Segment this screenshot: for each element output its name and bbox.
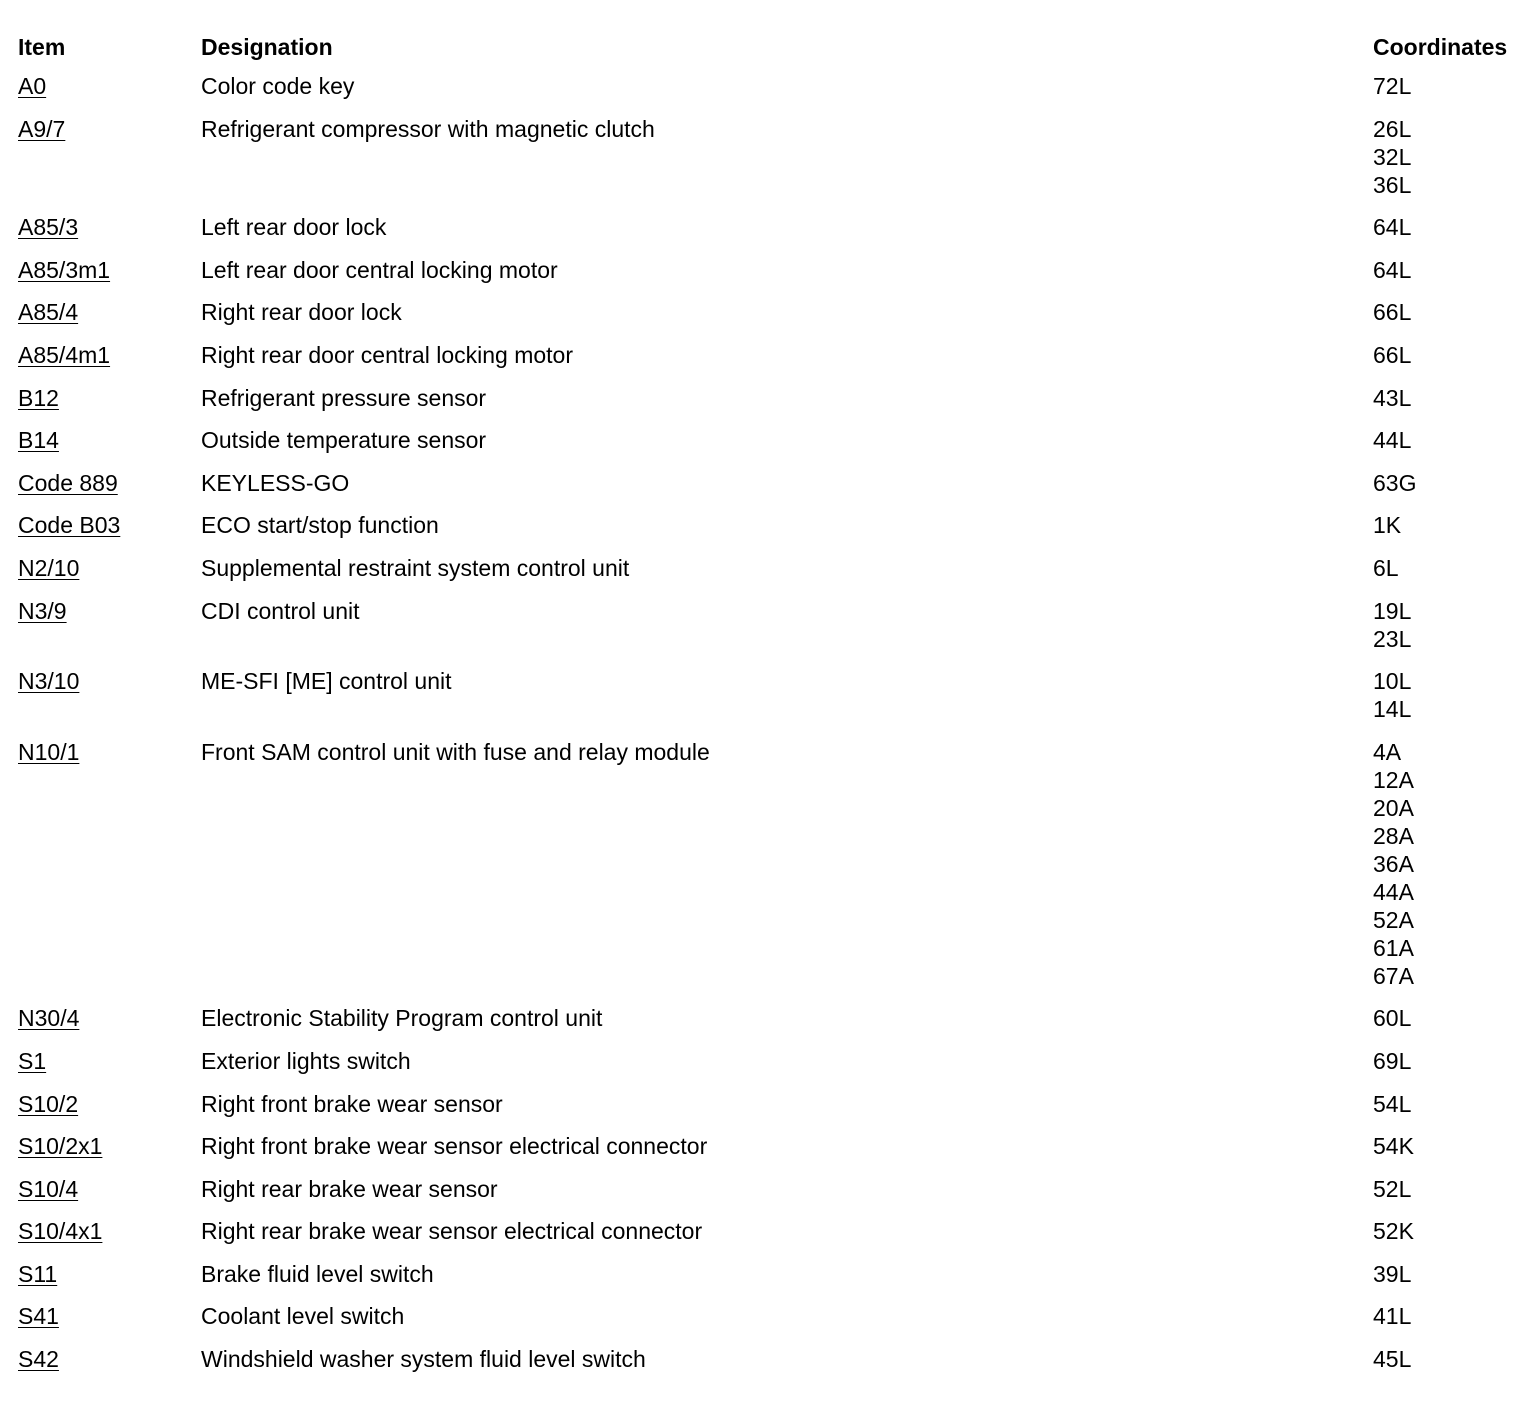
designation-cell: Right rear door lock (201, 299, 402, 326)
item-link[interactable]: Code B03 (18, 512, 121, 539)
table-row (18, 469, 1536, 512)
designation-cell: Front SAM control unit with fuse and relay module (201, 738, 710, 765)
item-cell (18, 213, 201, 256)
table-row (18, 511, 1536, 554)
item-link[interactable]: S11 (18, 1260, 58, 1287)
coordinate-value: 54K (1373, 1133, 1414, 1160)
item-link[interactable]: S10/2x1 (18, 1133, 103, 1160)
item-cell (18, 597, 201, 668)
table-row (18, 597, 1536, 668)
table-row (18, 72, 1536, 115)
table-row (18, 1047, 1536, 1090)
designation-cell: Right front brake wear sensor (201, 1090, 503, 1117)
item-cell (18, 1004, 201, 1047)
header-designation: Designation (201, 34, 333, 60)
item-link[interactable]: B14 (18, 427, 59, 454)
designation-cell: KEYLESS-GO (201, 469, 350, 496)
item-cell (18, 1175, 201, 1218)
coordinate-value: 52A (1373, 906, 1414, 933)
coordinates-cell (1373, 1302, 1536, 1345)
coordinate-value: 4A (1373, 738, 1402, 765)
item-cell (18, 115, 201, 214)
header-coordinates: Coordinates (1373, 34, 1508, 60)
table-row (18, 426, 1536, 469)
table-row (18, 1302, 1536, 1345)
table-row (18, 115, 1536, 214)
item-link[interactable]: N3/10 (18, 668, 80, 695)
coordinates-cell (1373, 1175, 1536, 1218)
table-row (18, 1004, 1536, 1047)
designation-cell: Exterior lights switch (201, 1047, 411, 1074)
table-body (18, 72, 1536, 1388)
designation-cell: Windshield washer system fluid level switch (201, 1346, 646, 1373)
coordinates-cell (1373, 1047, 1536, 1090)
designation-cell: Right rear brake wear sensor (201, 1175, 498, 1202)
coordinate-value: 26L (1373, 115, 1412, 142)
designation-cell: ME-SFI [ME] control unit (201, 668, 452, 695)
item-link[interactable]: A0 (18, 73, 47, 99)
coordinates-cell (1373, 298, 1536, 341)
designation-cell: Supplemental restraint system control unit (201, 554, 630, 581)
designation-cell: Color code key (201, 73, 355, 99)
item-link[interactable]: B12 (18, 384, 59, 411)
coordinate-value: 45L (1373, 1346, 1412, 1373)
item-link[interactable]: N30/4 (18, 1005, 80, 1032)
item-cell (18, 426, 201, 469)
item-cell (18, 1217, 201, 1260)
coordinate-value: 72L (1373, 73, 1412, 99)
coordinates-cell (1373, 384, 1536, 427)
table-row (18, 667, 1536, 738)
table-row (18, 738, 1536, 1005)
item-link[interactable]: S1 (18, 1047, 47, 1074)
coordinate-value: 23L (1373, 625, 1412, 652)
coordinate-value: 69L (1373, 1047, 1412, 1074)
coordinate-value: 19L (1373, 597, 1412, 624)
coordinates-cell (1373, 213, 1536, 256)
designation-cell: CDI control unit (201, 597, 360, 624)
coordinates-cell (1373, 1217, 1536, 1260)
coordinates-cell (1373, 554, 1536, 597)
item-cell (18, 1090, 201, 1133)
item-link[interactable]: S10/4x1 (18, 1218, 103, 1245)
header-item: Item (18, 34, 66, 60)
item-cell (18, 384, 201, 427)
coordinates-cell (1373, 256, 1536, 299)
item-link[interactable]: S42 (18, 1346, 59, 1373)
coordinate-value: 43L (1373, 384, 1412, 411)
coordinates-cell (1373, 738, 1536, 1005)
coordinate-value: 28A (1373, 822, 1414, 849)
designation-cell: Brake fluid level switch (201, 1260, 434, 1287)
item-cell (18, 256, 201, 299)
item-cell (18, 298, 201, 341)
coordinate-value: 52K (1373, 1218, 1414, 1245)
coordinates-cell (1373, 1090, 1536, 1133)
item-link[interactable]: A9/7 (18, 115, 66, 142)
coordinate-value: 36A (1373, 850, 1414, 877)
coordinate-value: 14L (1373, 696, 1412, 723)
coordinate-value: 10L (1373, 668, 1412, 695)
coordinate-value: 60L (1373, 1005, 1412, 1032)
coordinate-value: 67A (1373, 962, 1414, 989)
coordinate-value: 64L (1373, 214, 1412, 241)
table-row (18, 554, 1536, 597)
table-row (18, 298, 1536, 341)
designation-cell: ECO start/stop function (201, 512, 439, 539)
table-row (18, 1175, 1536, 1218)
table-row (18, 213, 1536, 256)
item-cell (18, 72, 201, 115)
table-row (18, 1217, 1536, 1260)
item-cell (18, 511, 201, 554)
item-link[interactable]: A85/3 (18, 214, 79, 241)
component-legend-table (18, 30, 1536, 1388)
designation-cell: Right rear door central locking motor (201, 341, 573, 368)
coordinate-value: 66L (1373, 299, 1412, 326)
table-row (18, 1090, 1536, 1133)
header-row (18, 30, 1536, 72)
coordinates-cell (1373, 72, 1536, 115)
coordinate-value: 36L (1373, 171, 1412, 198)
item-link[interactable]: S41 (18, 1303, 59, 1330)
table-row (18, 341, 1536, 384)
item-cell (18, 1302, 201, 1345)
item-cell (18, 1047, 201, 1090)
item-cell (18, 667, 201, 738)
table-row (18, 384, 1536, 427)
table-row (18, 1260, 1536, 1303)
designation-cell: Electronic Stability Program control unit (201, 1005, 603, 1032)
coordinates-cell (1373, 511, 1536, 554)
coordinate-value: 66L (1373, 341, 1412, 368)
coordinate-value: 41L (1373, 1303, 1412, 1330)
coordinates-cell (1373, 667, 1536, 738)
item-cell (18, 554, 201, 597)
coordinate-value: 63G (1373, 469, 1417, 496)
designation-cell: Right rear brake wear sensor electrical connector (201, 1218, 703, 1245)
coordinate-value: 39L (1373, 1260, 1412, 1287)
coordinates-cell (1373, 597, 1536, 668)
item-link[interactable]: N10/1 (18, 738, 80, 765)
designation-cell: Right front brake wear sensor electrical connector (201, 1133, 708, 1160)
coordinate-value: 32L (1373, 143, 1412, 170)
item-link[interactable]: A85/4m1 (18, 341, 111, 368)
item-link[interactable]: N3/9 (18, 597, 67, 624)
coordinates-cell (1373, 1132, 1536, 1175)
coordinate-value: 44A (1373, 878, 1414, 905)
table-row (18, 1345, 1536, 1388)
coordinates-cell (1373, 341, 1536, 384)
designation-cell: Left rear door central locking motor (201, 256, 558, 283)
coordinate-value: 1K (1373, 512, 1402, 539)
item-cell (18, 738, 201, 1005)
item-cell (18, 1132, 201, 1175)
item-link[interactable]: S10/2 (18, 1090, 79, 1117)
coordinates-cell (1373, 426, 1536, 469)
coordinate-value: 6L (1373, 554, 1399, 581)
item-link[interactable]: A85/4 (18, 299, 79, 326)
table-row (18, 1132, 1536, 1175)
designation-cell: Outside temperature sensor (201, 427, 487, 454)
table-header (18, 30, 1536, 72)
item-link[interactable]: N2/10 (18, 554, 80, 581)
table-row (18, 256, 1536, 299)
item-link[interactable]: Code 889 (18, 469, 118, 496)
designation-cell: Refrigerant pressure sensor (201, 384, 487, 411)
coordinate-value: 64L (1373, 256, 1412, 283)
coordinate-value: 44L (1373, 427, 1412, 454)
coordinates-cell (1373, 1260, 1536, 1303)
designation-cell: Coolant level switch (201, 1303, 405, 1330)
coordinates-cell (1373, 1345, 1536, 1388)
coordinate-value: 20A (1373, 794, 1414, 821)
coordinates-cell (1373, 1004, 1536, 1047)
coordinate-value: 52L (1373, 1175, 1412, 1202)
coordinates-cell (1373, 115, 1536, 214)
coordinate-value: 12A (1373, 766, 1414, 793)
designation-cell: Refrigerant compressor with magnetic clutch (201, 115, 655, 142)
item-cell (18, 1260, 201, 1303)
designation-cell: Left rear door lock (201, 214, 387, 241)
item-cell (18, 469, 201, 512)
item-cell (18, 341, 201, 384)
item-link[interactable]: S10/4 (18, 1175, 79, 1202)
coordinates-cell (1373, 469, 1536, 512)
coordinate-value: 54L (1373, 1090, 1412, 1117)
item-cell (18, 1345, 201, 1388)
item-link[interactable]: A85/3m1 (18, 256, 111, 283)
coordinate-value: 61A (1373, 934, 1414, 961)
